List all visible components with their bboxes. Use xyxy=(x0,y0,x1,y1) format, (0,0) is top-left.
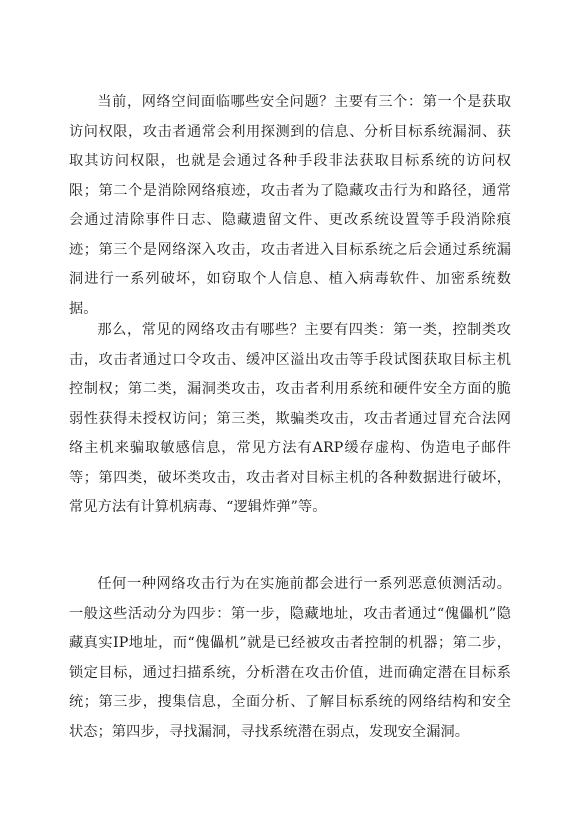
paragraph-attack-types: 那么，常见的网络攻击有哪些？主要有四类：第一类，控制类攻击，攻击者通过口令攻击、缓冲区溢出攻击等手段试图获取目标主机控制权；第二类，漏洞类攻击，攻击者利用系统和硬件安全方面的脆弱性获得未授权访问；第三类，欺骗类攻击，攻击者通过冒充合法网络主机来骗取敏感信息，常见方法有ARP缓存虚构、伪造电子邮件等；第四类，破坏类攻击，攻击者对目标主机的各种数据进行破坏，常见方法有计算机病毒、“逻辑炸弹”等。 xyxy=(69,322,511,515)
paragraph-reconnaissance-steps: 任何一种网络攻击行为在实施前都会进行一系列恶意侦测活动。一般这些活动分为四步：第一步，隐藏地址，攻击者通过“傀儡机”隐藏真实IP地址，而“傀儡机”就是已经被攻击者控制的机器；第二步，锁定目标，通过扫描系统，分析潜在攻击价值，进而确定潜在目标系统；第三步，搜集信息，全面分析、了解目标系统的网络结构和安全状态；第四步，寻找漏洞，寻找系统潜在弱点，发现安全漏洞。 xyxy=(69,576,511,740)
paragraph-security-issues: 当前，网络空间面临哪些安全问题？主要有三个：第一个是获取访问权限，攻击者通常会利用探测到的信息、分析目标系统漏洞、获取其访问权限，也就是会通过各种手段非法获取目标系统的访问权限；第二个是消除网络痕迹，攻击者为了隐藏攻击行为和路径，通常会通过清除事件日志、隐藏遗留文件、更改系统设置等手段消除痕迹；第三个是网络深入攻击，攻击者进入目标系统之后会通过系统漏洞进行一系列破坏，如窃取个人信息、植入病毒软件、加密系统数据。 xyxy=(69,94,511,317)
